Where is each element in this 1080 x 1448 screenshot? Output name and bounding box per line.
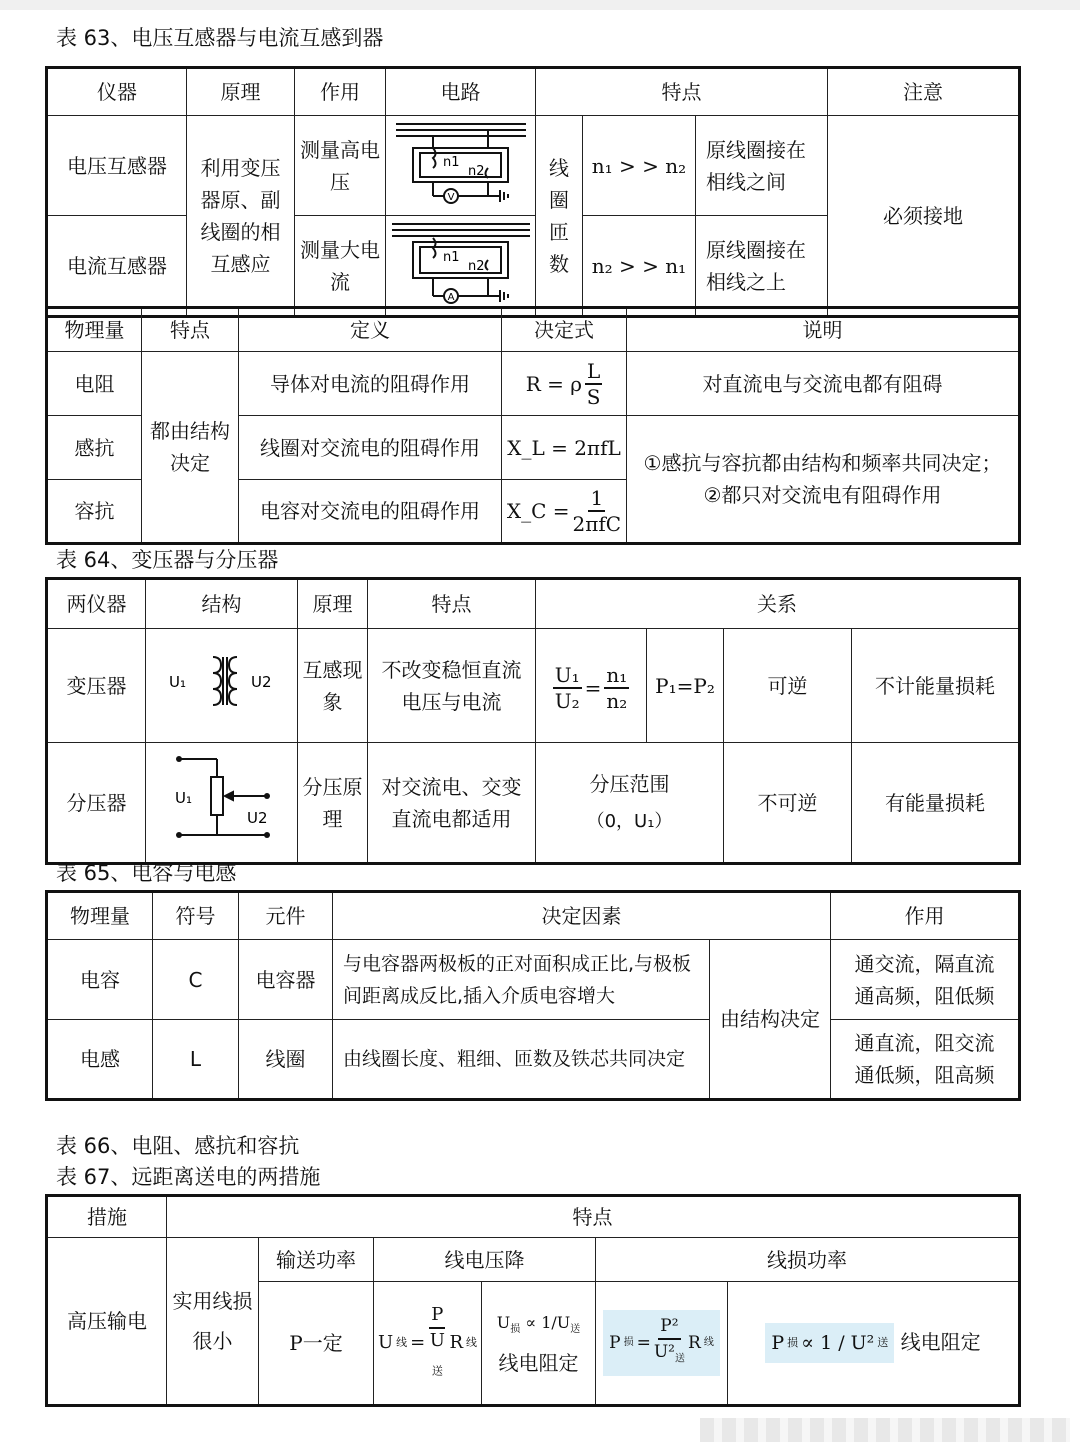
pt-name: 电压互感器 xyxy=(47,116,187,216)
resistance-formula xyxy=(502,352,627,416)
transformer-structure xyxy=(146,629,298,743)
transformer-principle: 互感现象 xyxy=(298,629,368,743)
pt-n1: n1 xyxy=(442,155,460,170)
loss-formula-2: P 损 ∝ 1 / U² 送 线电阻定 xyxy=(728,1282,1020,1406)
inductive-reactance-name: 感抗 xyxy=(47,416,142,480)
shared-feature: 都由结构决定 xyxy=(142,352,239,544)
current-transformer-diagram xyxy=(388,216,534,306)
header-instrument: 仪器 xyxy=(47,68,187,116)
ct-n1: n1 xyxy=(442,250,460,265)
capacitance-use-2: 通高频，阻低频 xyxy=(854,983,995,1008)
caption-table-65: 表 65、电容与电感 xyxy=(56,861,237,885)
pt-use: 测量高电压 xyxy=(295,116,386,216)
inductance-use-1: 通直流，阻交流 xyxy=(854,1031,995,1055)
divider-loss: 有能量损耗 xyxy=(852,743,1020,864)
shared-structure: 由结构决定 xyxy=(710,940,831,1100)
header-factor: 决定因素 xyxy=(333,892,831,940)
header-formula: 决定式 xyxy=(502,308,627,352)
ct-use: 测量大电流 xyxy=(295,216,386,317)
header-principle: 原理 xyxy=(187,68,295,116)
header-quantity: 物理量 xyxy=(47,308,142,352)
caption-table-67: 表 67、远距离送电的两措施 xyxy=(56,1165,321,1189)
divider-range-value: （0，U₁） xyxy=(586,810,673,832)
pt-note: 原线圈接在相线之间 xyxy=(696,116,828,216)
header-feature-64: 特点 xyxy=(368,579,536,629)
header-quantity-65: 物理量 xyxy=(47,892,153,940)
header-feature-66: 特点 xyxy=(142,308,239,352)
table-63 xyxy=(45,66,1021,318)
inductance-symbol: L xyxy=(153,1020,239,1100)
ratio-u2: U₂ xyxy=(554,688,580,713)
pt-ratio: n₁ > > n₂ xyxy=(583,116,696,216)
capacitive-reactance-formula xyxy=(502,480,627,544)
table-67 xyxy=(45,1194,1021,1407)
divider-symbol xyxy=(147,743,297,853)
header-principle-64: 原理 xyxy=(298,579,368,629)
drop-formula-2: $U_损 \propto 1/U_送$ 线电阻定 xyxy=(482,1282,596,1406)
inductance-function xyxy=(831,1020,1020,1100)
ct-ratio: n₂ > > n₁ xyxy=(583,216,696,317)
header-component: 元件 xyxy=(239,892,333,940)
inductive-reactance-formula: X_L = 2πfL xyxy=(502,416,627,480)
voltage-transformer-diagram xyxy=(388,116,534,206)
divider-structure xyxy=(146,743,298,864)
header-definition: 定义 xyxy=(239,308,502,352)
header-feature-67: 特点 xyxy=(167,1196,1020,1238)
resistance-name: 电阻 xyxy=(47,352,142,416)
transformer-reversible: 可逆 xyxy=(724,629,852,743)
divider-name: 分压器 xyxy=(47,743,146,864)
transformer-name: 变压器 xyxy=(47,629,146,743)
top-strip xyxy=(0,0,1080,10)
divider-principle: 分压原理 xyxy=(298,743,368,864)
loss-text: 线电阻定 xyxy=(900,1330,981,1354)
capacitance-part: 电容器 xyxy=(239,940,333,1020)
header-measure: 措施 xyxy=(47,1196,167,1238)
note-line-2: ②都只对交流电有阻碍作用 xyxy=(703,483,942,507)
sub-header-loss: 线损功率 xyxy=(596,1238,1020,1282)
capacitance-name: 电容 xyxy=(47,940,153,1020)
ct-circuit xyxy=(386,216,536,317)
method-name: 高压输电 xyxy=(47,1238,167,1406)
xc-lhs: X_C = xyxy=(506,499,570,523)
inductance-name: 电感 xyxy=(47,1020,153,1100)
reactance-notes xyxy=(627,416,1020,544)
ratio-u1: U₁ xyxy=(554,662,580,687)
capacitance-symbol: C xyxy=(153,940,239,1020)
caption-table-64: 表 64、变压器与分压器 xyxy=(56,548,279,572)
feature-text: 线圈匝数 xyxy=(536,116,583,317)
inductance-factor: 由线圈长度、粗细、匝数及铁芯共同决定 xyxy=(333,1020,710,1100)
header-relation: 关系 xyxy=(536,579,1020,629)
drop-formula-1: U 线 = $\frac{P}{U_送}$ R 线 xyxy=(374,1282,482,1406)
capacitive-reactance-name: 容抗 xyxy=(47,480,142,544)
transformer-feature: 不改变稳恒直流电压与电流 xyxy=(368,629,536,743)
capacitive-reactance-def: 电容对交流电的阻碍作用 xyxy=(239,480,502,544)
caption-table-63: 表 63、电压互感器与电流互感到器 xyxy=(56,26,384,50)
transformer-sym-u1: U₁ xyxy=(168,673,186,691)
divider-sym-u2: U2 xyxy=(246,809,268,827)
capacitance-function xyxy=(831,940,1020,1020)
drop-text: 线电阻定 xyxy=(498,1350,579,1375)
divider-reversible: 不可逆 xyxy=(724,743,852,864)
table-64 xyxy=(45,577,1021,865)
header-structure: 结构 xyxy=(146,579,298,629)
ratio-n1: n₁ xyxy=(606,662,628,687)
inductance-use-2: 通低频，阻高频 xyxy=(854,1063,995,1087)
table-66 xyxy=(45,306,1021,545)
sub-header-drop: 线电压降 xyxy=(374,1238,596,1282)
capacitance-factor: 与电容器两极板的正对面积成正比,与极板间距离成反比,插入介质电容增大 xyxy=(333,940,710,1020)
ct-meter-label: A xyxy=(447,292,454,303)
header-explanation: 说明 xyxy=(627,308,1020,352)
divider-range-label: 分压范围 xyxy=(589,771,670,796)
attention-text: 必须接地 xyxy=(828,116,1020,317)
capacitance-use-1: 通交流，隔直流 xyxy=(854,951,995,976)
resistance-def: 导体对电流的阻碍作用 xyxy=(239,352,502,416)
table-65 xyxy=(45,890,1021,1101)
method-effect: 实用线损很小 xyxy=(167,1238,259,1406)
header-two-instruments: 两仪器 xyxy=(47,579,146,629)
sub-header-power: 输送功率 xyxy=(259,1238,374,1282)
resistance-num: L xyxy=(587,358,601,383)
ct-note: 原线圈接在相线之上 xyxy=(696,216,828,317)
loss-formula-1: P 损 = $\frac{\text{P²}}{U^2_送}$ R 线 xyxy=(596,1282,728,1406)
xc-num: 1 xyxy=(590,486,604,510)
divider-range xyxy=(536,743,724,864)
inductance-part: 线圈 xyxy=(239,1020,333,1100)
resistance-lhs: R = ρ xyxy=(525,371,582,396)
pt-circuit xyxy=(386,116,536,216)
transformer-loss: 不计能量损耗 xyxy=(852,629,1020,743)
power-constant: P一定 xyxy=(259,1282,374,1406)
inductive-reactance-def: 线圈对交流电的阻碍作用 xyxy=(239,416,502,480)
header-attention: 注意 xyxy=(828,68,1020,116)
principle-text: 利用变压器原、副线圈的相互感应 xyxy=(187,116,295,317)
resistance-note: 对直流电与交流电都有阻碍 xyxy=(627,352,1020,416)
resistance-den: S xyxy=(586,384,601,409)
note-line-1: ①感抗与容抗都由结构和频率共同决定； xyxy=(643,451,1002,475)
ct-n2: n2 xyxy=(467,259,485,274)
pt-n2: n2 xyxy=(467,164,485,179)
header-use: 作用 xyxy=(295,68,386,116)
pt-meter-label: V xyxy=(447,192,454,203)
transformer-power: P₁=P₂ xyxy=(647,629,724,743)
transformer-ratio: $\frac{\text{U₁}}{\text{U₂}}$ = $\frac{\text{n₁}}{\text{n₂}}$ xyxy=(536,629,647,743)
divider-feature: 对交流电、交变直流电都适用 xyxy=(368,743,536,864)
caption-table-66: 表 66、电阻、感抗和容抗 xyxy=(56,1134,300,1158)
divider-sym-u1: U₁ xyxy=(174,789,192,807)
xc-den: 2πfC xyxy=(572,512,622,536)
ct-name: 电流互感器 xyxy=(47,216,187,317)
watermark-strip xyxy=(700,1418,1070,1442)
header-function: 作用 xyxy=(831,892,1020,940)
transformer-symbol xyxy=(147,629,297,733)
header-symbol: 符号 xyxy=(153,892,239,940)
header-circuit: 电路 xyxy=(386,68,536,116)
header-feature: 特点 xyxy=(536,68,828,116)
transformer-sym-u2: U2 xyxy=(250,673,272,691)
ratio-n2: n₂ xyxy=(606,688,628,713)
